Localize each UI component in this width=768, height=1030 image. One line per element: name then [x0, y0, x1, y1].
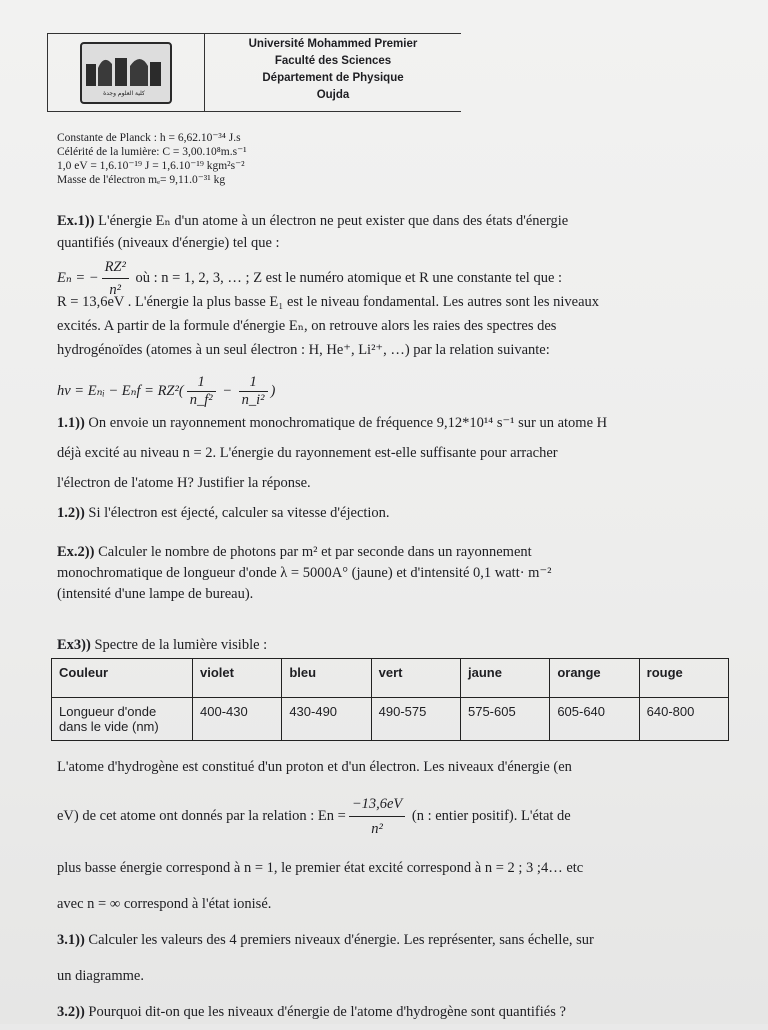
table-cell-range: 640-800	[639, 698, 728, 741]
table-cell-range: 490-575	[371, 698, 460, 741]
ex1-rel-frac-1	[187, 374, 216, 409]
ex1-description	[57, 290, 717, 362]
ex1-rel-num-1: 1	[187, 374, 216, 392]
q32-text: Pourquoi dit-on que les niveaux d'énergie de l'atome d'hydrogène sont quantifiés ?	[84, 1004, 566, 1020]
q11-label: 1.1))	[57, 415, 85, 431]
ex2-text-3: (intensité d'une lampe de bureau).	[57, 586, 254, 602]
department-name: Département de Physique	[262, 72, 404, 84]
q12-text: Si l'électron est éjecté, calculer sa vitesse d'éjection.	[84, 505, 390, 521]
table-cell-range: 605-640	[550, 698, 639, 741]
ex3-text-3: plus basse énergie correspond à n = 1, le premier état excité correspond à n = 2 ; 3 ;4… etc	[57, 860, 584, 876]
table-cell-color: vert	[371, 659, 460, 698]
ex3-text-1: L'atome d'hydrogène est constitué d'un proton et d'un électron. Les niveaux d'énergie (en	[57, 759, 572, 775]
ex3-en-num: −13,6eV	[349, 792, 405, 817]
ex3-en-relation	[57, 792, 717, 841]
university-name: Université Mohammed Premier	[248, 38, 418, 50]
q31-label: 3.1))	[57, 932, 85, 948]
logo-graphic-icon	[82, 44, 166, 98]
ex3-label: Ex3))	[57, 637, 91, 653]
table-header-color: Couleur	[52, 659, 193, 698]
constants-list	[57, 131, 247, 187]
ex1-rel-minus: −	[218, 382, 236, 399]
ex1-line-excited: excités. A partir de la formule d'énergie Eₙ, on retrouve alors les raies des spectres des	[57, 318, 557, 334]
table-cell-color: rouge	[639, 659, 728, 698]
q11-text-1: On envoie un rayonnement monochromatique de fréquence 9,12*10¹⁴ s⁻¹ sur un atome H	[84, 415, 608, 431]
q31-text-1: Calculer les valeurs des 4 premiers niveaux d'énergie. Les représenter, sans échelle, sur	[84, 932, 594, 948]
spectrum-table	[51, 658, 729, 741]
exercise-1-intro	[57, 210, 717, 254]
header	[47, 33, 461, 112]
constant-light-speed: Célérité de la lumière: C = 3,00.10⁸m.s⁻¹	[57, 146, 247, 158]
university-block	[205, 34, 461, 111]
constant-planck: Constante de Planck : h = 6,62.10⁻³⁴ J.s	[57, 132, 241, 144]
ex1-relation-end: )	[270, 382, 276, 399]
q11-text-3: l'électron de l'atome H? Justifier la réponse.	[57, 475, 311, 491]
constant-ev: 1,0 eV = 1,6.10⁻¹⁹ J = 1,6.10⁻¹⁹ kgm²s⁻²	[57, 160, 245, 172]
table-header-wavelength: Longueur d'onde dans le vide (nm)	[52, 698, 193, 741]
logo-cell	[48, 34, 205, 111]
ex3-en-fraction	[349, 792, 405, 841]
ex1-rel-frac-2	[239, 374, 268, 409]
city-name: Oujda	[316, 89, 350, 101]
ex1-intro-2: quantifiés (niveaux d'énergie) tel que :	[57, 235, 280, 251]
ex3-text-4: avec n = ∞ correspond à l'état ionisé.	[57, 896, 272, 912]
ex1-formula-lhs: Eₙ = −	[57, 269, 99, 286]
faculty-logo	[80, 42, 172, 104]
exercise-3-title	[57, 637, 717, 654]
ex1-line-hydro: hydrogénoïdes (atomes à un seul électron : H, He⁺, Li²⁺, …) par la relation suivante:	[57, 342, 550, 358]
exercise-2	[57, 542, 717, 605]
ex1-label: Ex.1))	[57, 213, 95, 229]
ex1-rel-den-2: n_i²	[241, 392, 265, 408]
ex1-rel-den-1: n_f²	[189, 392, 213, 408]
table-cell-color: jaune	[460, 659, 549, 698]
ex1-formula-rest: où : n = 1, 2, 3, … ; Z est le numéro atomique et R une constante tel que :	[131, 269, 563, 286]
ex2-text-2: monochromatique de longueur d'onde λ = 5000A° (jaune) et d'intensité 0,1 watt· m⁻²	[57, 565, 552, 581]
table-row	[52, 698, 729, 741]
ex3-description	[57, 850, 717, 1030]
ex2-text-1: Calculer le nombre de photons par m² et par seconde dans un rayonnement	[94, 544, 532, 560]
table-cell-color: bleu	[282, 659, 371, 698]
ex1-relation	[57, 374, 717, 409]
ex3-en-den: n²	[371, 821, 383, 837]
ex1-formula-den: n²	[109, 282, 121, 298]
table-cell-range: 430-490	[282, 698, 371, 741]
q31-text-2: un diagramme.	[57, 968, 144, 984]
table-cell-range: 400-430	[193, 698, 282, 741]
ex3-text-2b: (n : entier positif). L'état de	[408, 807, 571, 824]
logo-caption: كلية العلوم وجدة	[103, 89, 145, 97]
ex1-questions	[57, 408, 717, 528]
ex2-label: Ex.2))	[57, 544, 95, 560]
constant-electron-mass: Masse de l'électron mₑ= 9,11.0⁻³¹ kg	[57, 174, 226, 186]
ex1-formula-num: RZ²	[102, 256, 129, 279]
q12-label: 1.2))	[57, 505, 85, 521]
ex1-relation-lhs: hν = Eₙᵢ − Eₙf = RZ²(	[57, 382, 184, 399]
ex1-line-r: R = 13,6eV . L'énergie la plus basse E₁ est le niveau fondamental. Les autres sont les niveaux	[57, 294, 600, 310]
q32-label: 3.2))	[57, 1004, 85, 1020]
table-row	[52, 659, 729, 698]
ex1-intro-1: L'énergie Eₙ d'un atome à un électron ne peut exister que dans des états d'énergie	[94, 213, 569, 229]
ex3-title: Spectre de la lumière visible :	[90, 637, 268, 653]
table-cell-range: 575-605	[460, 698, 549, 741]
q11-text-2: déjà excité au niveau n = 2. L'énergie du rayonnement est-elle suffisante pour arracher	[57, 445, 558, 461]
ex1-rel-num-2: 1	[239, 374, 268, 392]
table-cell-color: orange	[550, 659, 639, 698]
ex3-text-2a: eV) de cet atome ont donnés par la relation : En =	[57, 807, 346, 824]
table-cell-color: violet	[193, 659, 282, 698]
faculty-name: Faculté des Sciences	[274, 55, 392, 67]
